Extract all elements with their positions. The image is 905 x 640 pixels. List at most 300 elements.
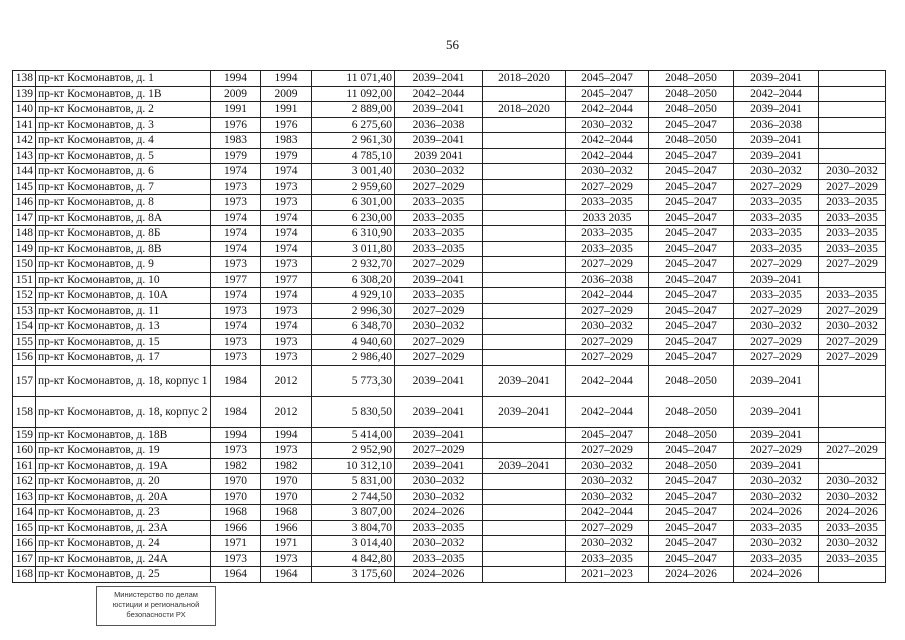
build-year-cell: 1994 bbox=[211, 71, 261, 87]
period-5-cell: 2036–2038 bbox=[734, 117, 819, 133]
table-row bbox=[13, 226, 886, 242]
stamp-line: безопасности РХ bbox=[126, 610, 186, 619]
commission-year-cell: 2012 bbox=[261, 365, 312, 396]
row-number-cell: 149 bbox=[13, 241, 36, 257]
build-year-cell: 1991 bbox=[211, 102, 261, 118]
total-area-cell: 6 301,00 bbox=[312, 195, 395, 211]
period-2-cell bbox=[483, 536, 566, 552]
period-4-cell: 2045–2047 bbox=[649, 288, 734, 304]
build-year-cell: 1973 bbox=[211, 551, 261, 567]
table-row bbox=[13, 505, 886, 521]
period-2-cell: 2039–2041 bbox=[483, 365, 566, 396]
period-5-cell: 2024–2026 bbox=[734, 505, 819, 521]
period-2-cell bbox=[483, 551, 566, 567]
build-year-cell: 1974 bbox=[211, 210, 261, 226]
period-1-cell: 2030–2032 bbox=[395, 536, 483, 552]
period-2-cell bbox=[483, 474, 566, 490]
build-year-cell: 1974 bbox=[211, 226, 261, 242]
period-1-cell: 2039–2041 bbox=[395, 458, 483, 474]
stamp-line: Министерство по делам bbox=[114, 590, 198, 599]
period-2-cell bbox=[483, 334, 566, 350]
period-1-cell: 2024–2026 bbox=[395, 567, 483, 583]
period-3-cell: 2045–2047 bbox=[566, 86, 649, 102]
period-3-cell: 2033–2035 bbox=[566, 551, 649, 567]
table-row bbox=[13, 365, 886, 396]
period-2-cell: 2018–2020 bbox=[483, 71, 566, 87]
period-6-cell bbox=[819, 117, 886, 133]
period-4-cell: 2045–2047 bbox=[649, 319, 734, 335]
period-4-cell: 2045–2047 bbox=[649, 210, 734, 226]
period-4-cell: 2048–2050 bbox=[649, 396, 734, 427]
period-1-cell: 2033–2035 bbox=[395, 241, 483, 257]
table-row bbox=[13, 133, 886, 149]
commission-year-cell: 1974 bbox=[261, 164, 312, 180]
period-6-cell: 2033–2035 bbox=[819, 210, 886, 226]
table-row bbox=[13, 102, 886, 118]
period-4-cell: 2048–2050 bbox=[649, 71, 734, 87]
commission-year-cell: 1974 bbox=[261, 319, 312, 335]
period-3-cell: 2033–2035 bbox=[566, 226, 649, 242]
commission-year-cell: 1971 bbox=[261, 536, 312, 552]
period-2-cell bbox=[483, 350, 566, 366]
period-1-cell: 2039–2041 bbox=[395, 272, 483, 288]
table-row bbox=[13, 350, 886, 366]
period-1-cell: 2024–2026 bbox=[395, 505, 483, 521]
period-6-cell: 2027–2029 bbox=[819, 443, 886, 459]
period-4-cell: 2048–2050 bbox=[649, 427, 734, 443]
build-year-cell: 1973 bbox=[211, 179, 261, 195]
build-year-cell: 1973 bbox=[211, 350, 261, 366]
period-6-cell bbox=[819, 148, 886, 164]
commission-year-cell: 1970 bbox=[261, 474, 312, 490]
row-number-cell: 163 bbox=[13, 489, 36, 505]
total-area-cell: 5 414,00 bbox=[312, 427, 395, 443]
total-area-cell: 2 959,60 bbox=[312, 179, 395, 195]
commission-year-cell: 1994 bbox=[261, 71, 312, 87]
commission-year-cell: 1976 bbox=[261, 117, 312, 133]
build-year-cell: 1976 bbox=[211, 117, 261, 133]
row-number-cell: 150 bbox=[13, 257, 36, 273]
row-number-cell: 151 bbox=[13, 272, 36, 288]
period-5-cell: 2039–2041 bbox=[734, 102, 819, 118]
commission-year-cell: 1973 bbox=[261, 334, 312, 350]
period-2-cell bbox=[483, 148, 566, 164]
row-number-cell: 164 bbox=[13, 505, 36, 521]
period-3-cell: 2027–2029 bbox=[566, 443, 649, 459]
period-4-cell: 2045–2047 bbox=[649, 536, 734, 552]
address-cell: пр-кт Космонавтов, д. 2 bbox=[36, 102, 211, 118]
period-1-cell: 2030–2032 bbox=[395, 164, 483, 180]
period-3-cell: 2036–2038 bbox=[566, 272, 649, 288]
period-6-cell: 2030–2032 bbox=[819, 319, 886, 335]
table-row bbox=[13, 148, 886, 164]
row-number-cell: 145 bbox=[13, 179, 36, 195]
row-number-cell: 159 bbox=[13, 427, 36, 443]
table-row bbox=[13, 241, 886, 257]
table-row bbox=[13, 117, 886, 133]
build-year-cell: 1971 bbox=[211, 536, 261, 552]
table-row bbox=[13, 288, 886, 304]
row-number-cell: 143 bbox=[13, 148, 36, 164]
period-3-cell: 2027–2029 bbox=[566, 257, 649, 273]
commission-year-cell: 1979 bbox=[261, 148, 312, 164]
row-number-cell: 160 bbox=[13, 443, 36, 459]
period-1-cell: 2027–2029 bbox=[395, 179, 483, 195]
commission-year-cell: 1973 bbox=[261, 257, 312, 273]
row-number-cell: 146 bbox=[13, 195, 36, 211]
row-number-cell: 152 bbox=[13, 288, 36, 304]
row-number-cell: 158 bbox=[13, 396, 36, 427]
period-6-cell: 2033–2035 bbox=[819, 551, 886, 567]
period-4-cell: 2045–2047 bbox=[649, 195, 734, 211]
period-3-cell: 2042–2044 bbox=[566, 365, 649, 396]
address-cell: пр-кт Космонавтов, д. 4 bbox=[36, 133, 211, 149]
period-2-cell bbox=[483, 86, 566, 102]
period-6-cell bbox=[819, 102, 886, 118]
address-cell: пр-кт Космонавтов, д. 10А bbox=[36, 288, 211, 304]
table-row bbox=[13, 334, 886, 350]
period-2-cell bbox=[483, 288, 566, 304]
period-2-cell: 2039–2041 bbox=[483, 458, 566, 474]
address-cell: пр-кт Космонавтов, д. 19 bbox=[36, 443, 211, 459]
row-number-cell: 138 bbox=[13, 71, 36, 87]
row-number-cell: 156 bbox=[13, 350, 36, 366]
period-2-cell bbox=[483, 505, 566, 521]
period-1-cell: 2027–2029 bbox=[395, 257, 483, 273]
period-3-cell: 2030–2032 bbox=[566, 164, 649, 180]
address-cell: пр-кт Космонавтов, д. 24 bbox=[36, 536, 211, 552]
total-area-cell: 6 230,00 bbox=[312, 210, 395, 226]
period-1-cell: 2033–2035 bbox=[395, 195, 483, 211]
address-cell: пр-кт Космонавтов, д. 6 bbox=[36, 164, 211, 180]
period-2-cell bbox=[483, 427, 566, 443]
build-year-cell: 1984 bbox=[211, 365, 261, 396]
period-6-cell bbox=[819, 71, 886, 87]
commission-year-cell: 1983 bbox=[261, 133, 312, 149]
total-area-cell: 2 996,30 bbox=[312, 303, 395, 319]
address-cell: пр-кт Космонавтов, д. 8 bbox=[36, 195, 211, 211]
commission-year-cell: 1974 bbox=[261, 288, 312, 304]
period-1-cell: 2039–2041 bbox=[395, 365, 483, 396]
period-5-cell: 2039–2041 bbox=[734, 71, 819, 87]
period-4-cell: 2045–2047 bbox=[649, 226, 734, 242]
address-cell: пр-кт Космонавтов, д. 10 bbox=[36, 272, 211, 288]
table-row bbox=[13, 71, 886, 87]
period-4-cell: 2045–2047 bbox=[649, 179, 734, 195]
table-row bbox=[13, 86, 886, 102]
period-5-cell: 2027–2029 bbox=[734, 257, 819, 273]
build-year-cell: 1970 bbox=[211, 489, 261, 505]
commission-year-cell: 1966 bbox=[261, 520, 312, 536]
build-year-cell: 1979 bbox=[211, 148, 261, 164]
period-5-cell: 2039–2041 bbox=[734, 133, 819, 149]
address-cell: пр-кт Космонавтов, д. 19А bbox=[36, 458, 211, 474]
row-number-cell: 153 bbox=[13, 303, 36, 319]
period-2-cell bbox=[483, 567, 566, 583]
table-row bbox=[13, 458, 886, 474]
period-1-cell: 2027–2029 bbox=[395, 334, 483, 350]
period-5-cell: 2027–2029 bbox=[734, 350, 819, 366]
period-1-cell: 2039–2041 bbox=[395, 396, 483, 427]
commission-year-cell: 1973 bbox=[261, 551, 312, 567]
period-3-cell: 2045–2047 bbox=[566, 71, 649, 87]
period-2-cell bbox=[483, 164, 566, 180]
period-6-cell bbox=[819, 427, 886, 443]
period-1-cell: 2039–2041 bbox=[395, 133, 483, 149]
row-number-cell: 141 bbox=[13, 117, 36, 133]
period-1-cell: 2033–2035 bbox=[395, 551, 483, 567]
period-4-cell: 2048–2050 bbox=[649, 458, 734, 474]
total-area-cell: 6 308,20 bbox=[312, 272, 395, 288]
row-number-cell: 157 bbox=[13, 365, 36, 396]
period-6-cell bbox=[819, 396, 886, 427]
address-cell: пр-кт Космонавтов, д. 1В bbox=[36, 86, 211, 102]
period-3-cell: 2021–2023 bbox=[566, 567, 649, 583]
period-3-cell: 2033–2035 bbox=[566, 195, 649, 211]
period-6-cell bbox=[819, 567, 886, 583]
address-cell: пр-кт Космонавтов, д. 3 bbox=[36, 117, 211, 133]
period-5-cell: 2039–2041 bbox=[734, 427, 819, 443]
build-year-cell: 1982 bbox=[211, 458, 261, 474]
address-cell: пр-кт Космонавтов, д. 8Б bbox=[36, 226, 211, 242]
row-number-cell: 162 bbox=[13, 474, 36, 490]
build-year-cell: 1983 bbox=[211, 133, 261, 149]
period-1-cell: 2030–2032 bbox=[395, 474, 483, 490]
period-1-cell: 2030–2032 bbox=[395, 489, 483, 505]
commission-year-cell: 1964 bbox=[261, 567, 312, 583]
period-6-cell: 2033–2035 bbox=[819, 195, 886, 211]
total-area-cell: 2 744,50 bbox=[312, 489, 395, 505]
commission-year-cell: 1968 bbox=[261, 505, 312, 521]
period-3-cell: 2042–2044 bbox=[566, 102, 649, 118]
period-1-cell: 2033–2035 bbox=[395, 226, 483, 242]
period-5-cell: 2033–2035 bbox=[734, 288, 819, 304]
period-6-cell: 2027–2029 bbox=[819, 179, 886, 195]
period-5-cell: 2039–2041 bbox=[734, 458, 819, 474]
commission-year-cell: 1973 bbox=[261, 443, 312, 459]
total-area-cell: 3 014,40 bbox=[312, 536, 395, 552]
period-3-cell: 2042–2044 bbox=[566, 148, 649, 164]
period-5-cell: 2030–2032 bbox=[734, 489, 819, 505]
commission-year-cell: 1973 bbox=[261, 350, 312, 366]
period-3-cell: 2027–2029 bbox=[566, 179, 649, 195]
period-2-cell bbox=[483, 272, 566, 288]
period-3-cell: 2030–2032 bbox=[566, 458, 649, 474]
period-5-cell: 2033–2035 bbox=[734, 210, 819, 226]
address-cell: пр-кт Космонавтов, д. 15 bbox=[36, 334, 211, 350]
period-4-cell: 2045–2047 bbox=[649, 334, 734, 350]
total-area-cell: 3 011,80 bbox=[312, 241, 395, 257]
period-4-cell: 2048–2050 bbox=[649, 102, 734, 118]
commission-year-cell: 1973 bbox=[261, 195, 312, 211]
commission-year-cell: 1977 bbox=[261, 272, 312, 288]
period-4-cell: 2045–2047 bbox=[649, 272, 734, 288]
period-6-cell bbox=[819, 133, 886, 149]
address-cell: пр-кт Космонавтов, д. 1 bbox=[36, 71, 211, 87]
period-5-cell: 2033–2035 bbox=[734, 226, 819, 242]
period-6-cell: 2024–2026 bbox=[819, 505, 886, 521]
total-area-cell: 3 175,60 bbox=[312, 567, 395, 583]
address-cell: пр-кт Космонавтов, д. 9 bbox=[36, 257, 211, 273]
build-year-cell: 1973 bbox=[211, 257, 261, 273]
table-row bbox=[13, 427, 886, 443]
row-number-cell: 165 bbox=[13, 520, 36, 536]
period-2-cell bbox=[483, 226, 566, 242]
address-cell: пр-кт Космонавтов, д. 23А bbox=[36, 520, 211, 536]
period-3-cell: 2033–2035 bbox=[566, 241, 649, 257]
address-cell: пр-кт Космонавтов, д. 18, корпус 1 bbox=[36, 365, 211, 396]
commission-year-cell: 2012 bbox=[261, 396, 312, 427]
commission-year-cell: 1974 bbox=[261, 210, 312, 226]
period-4-cell: 2045–2047 bbox=[649, 241, 734, 257]
build-year-cell: 1973 bbox=[211, 443, 261, 459]
row-number-cell: 147 bbox=[13, 210, 36, 226]
table-row bbox=[13, 536, 886, 552]
period-2-cell bbox=[483, 257, 566, 273]
period-4-cell: 2045–2047 bbox=[649, 257, 734, 273]
row-number-cell: 167 bbox=[13, 551, 36, 567]
period-5-cell: 2033–2035 bbox=[734, 520, 819, 536]
period-5-cell: 2042–2044 bbox=[734, 86, 819, 102]
total-area-cell: 11 092,00 bbox=[312, 86, 395, 102]
address-cell: пр-кт Космонавтов, д. 18В bbox=[36, 427, 211, 443]
period-5-cell: 2033–2035 bbox=[734, 551, 819, 567]
build-year-cell: 1974 bbox=[211, 319, 261, 335]
period-5-cell: 2027–2029 bbox=[734, 179, 819, 195]
period-6-cell bbox=[819, 86, 886, 102]
period-4-cell: 2045–2047 bbox=[649, 520, 734, 536]
total-area-cell: 4 940,60 bbox=[312, 334, 395, 350]
total-area-cell: 4 785,10 bbox=[312, 148, 395, 164]
row-number-cell: 148 bbox=[13, 226, 36, 242]
period-3-cell: 2045–2047 bbox=[566, 427, 649, 443]
period-5-cell: 2030–2032 bbox=[734, 319, 819, 335]
row-number-cell: 154 bbox=[13, 319, 36, 335]
row-number-cell: 166 bbox=[13, 536, 36, 552]
table-row bbox=[13, 257, 886, 273]
period-5-cell: 2039–2041 bbox=[734, 396, 819, 427]
total-area-cell: 5 830,50 bbox=[312, 396, 395, 427]
registry-body bbox=[13, 71, 886, 583]
period-3-cell: 2027–2029 bbox=[566, 334, 649, 350]
total-area-cell: 6 310,90 bbox=[312, 226, 395, 242]
period-5-cell: 2027–2029 bbox=[734, 303, 819, 319]
total-area-cell: 5 773,30 bbox=[312, 365, 395, 396]
period-1-cell: 2033–2035 bbox=[395, 288, 483, 304]
table-row bbox=[13, 179, 886, 195]
period-4-cell: 2045–2047 bbox=[649, 164, 734, 180]
table-row bbox=[13, 272, 886, 288]
table-row bbox=[13, 319, 886, 335]
commission-year-cell: 1994 bbox=[261, 427, 312, 443]
period-3-cell: 2042–2044 bbox=[566, 133, 649, 149]
period-3-cell: 2033 2035 bbox=[566, 210, 649, 226]
period-3-cell: 2042–2044 bbox=[566, 288, 649, 304]
period-5-cell: 2030–2032 bbox=[734, 536, 819, 552]
period-4-cell: 2045–2047 bbox=[649, 489, 734, 505]
period-4-cell: 2045–2047 bbox=[649, 505, 734, 521]
table-row bbox=[13, 551, 886, 567]
period-5-cell: 2039–2041 bbox=[734, 272, 819, 288]
period-2-cell bbox=[483, 210, 566, 226]
period-2-cell bbox=[483, 489, 566, 505]
period-1-cell: 2030–2032 bbox=[395, 319, 483, 335]
address-cell: пр-кт Космонавтов, д. 17 bbox=[36, 350, 211, 366]
period-4-cell: 2045–2047 bbox=[649, 148, 734, 164]
stamp-line: юстиции и региональной bbox=[112, 600, 200, 609]
total-area-cell: 11 071,40 bbox=[312, 71, 395, 87]
period-2-cell: 2039–2041 bbox=[483, 396, 566, 427]
period-6-cell: 2033–2035 bbox=[819, 241, 886, 257]
row-number-cell: 168 bbox=[13, 567, 36, 583]
period-3-cell: 2042–2044 bbox=[566, 396, 649, 427]
period-2-cell bbox=[483, 520, 566, 536]
commission-year-cell: 1974 bbox=[261, 226, 312, 242]
period-5-cell: 2033–2035 bbox=[734, 241, 819, 257]
period-6-cell: 2027–2029 bbox=[819, 334, 886, 350]
address-cell: пр-кт Космонавтов, д. 11 bbox=[36, 303, 211, 319]
period-1-cell: 2042–2044 bbox=[395, 86, 483, 102]
period-6-cell: 2030–2032 bbox=[819, 474, 886, 490]
period-3-cell: 2030–2032 bbox=[566, 117, 649, 133]
period-6-cell: 2030–2032 bbox=[819, 536, 886, 552]
total-area-cell: 3 804,70 bbox=[312, 520, 395, 536]
period-2-cell bbox=[483, 179, 566, 195]
address-cell: пр-кт Космонавтов, д. 8А bbox=[36, 210, 211, 226]
build-year-cell: 1973 bbox=[211, 303, 261, 319]
total-area-cell: 2 961,30 bbox=[312, 133, 395, 149]
build-year-cell: 1968 bbox=[211, 505, 261, 521]
total-area-cell: 6 348,70 bbox=[312, 319, 395, 335]
period-5-cell: 2030–2032 bbox=[734, 164, 819, 180]
row-number-cell: 140 bbox=[13, 102, 36, 118]
period-6-cell: 2030–2032 bbox=[819, 489, 886, 505]
address-cell: пр-кт Космонавтов, д. 20 bbox=[36, 474, 211, 490]
total-area-cell: 2 889,00 bbox=[312, 102, 395, 118]
period-1-cell: 2033–2035 bbox=[395, 520, 483, 536]
period-3-cell: 2042–2044 bbox=[566, 505, 649, 521]
row-number-cell: 142 bbox=[13, 133, 36, 149]
period-3-cell: 2030–2032 bbox=[566, 489, 649, 505]
commission-year-cell: 1974 bbox=[261, 241, 312, 257]
period-3-cell: 2030–2032 bbox=[566, 319, 649, 335]
commission-year-cell: 1973 bbox=[261, 303, 312, 319]
period-6-cell: 2033–2035 bbox=[819, 520, 886, 536]
period-6-cell: 2027–2029 bbox=[819, 350, 886, 366]
period-2-cell bbox=[483, 133, 566, 149]
period-6-cell bbox=[819, 458, 886, 474]
period-4-cell: 2045–2047 bbox=[649, 551, 734, 567]
build-year-cell: 1973 bbox=[211, 195, 261, 211]
commission-year-cell: 1982 bbox=[261, 458, 312, 474]
period-5-cell: 2033–2035 bbox=[734, 195, 819, 211]
commission-year-cell: 1991 bbox=[261, 102, 312, 118]
period-6-cell: 2030–2032 bbox=[819, 164, 886, 180]
address-cell: пр-кт Космонавтов, д. 8В bbox=[36, 241, 211, 257]
build-year-cell: 1974 bbox=[211, 164, 261, 180]
period-6-cell: 2027–2029 bbox=[819, 303, 886, 319]
period-5-cell: 2039–2041 bbox=[734, 365, 819, 396]
build-year-cell: 1973 bbox=[211, 334, 261, 350]
period-3-cell: 2030–2032 bbox=[566, 536, 649, 552]
row-number-cell: 161 bbox=[13, 458, 36, 474]
total-area-cell: 5 831,00 bbox=[312, 474, 395, 490]
commission-year-cell: 2009 bbox=[261, 86, 312, 102]
period-4-cell: 2045–2047 bbox=[649, 303, 734, 319]
period-1-cell: 2039–2041 bbox=[395, 427, 483, 443]
build-year-cell: 1970 bbox=[211, 474, 261, 490]
period-6-cell: 2033–2035 bbox=[819, 288, 886, 304]
